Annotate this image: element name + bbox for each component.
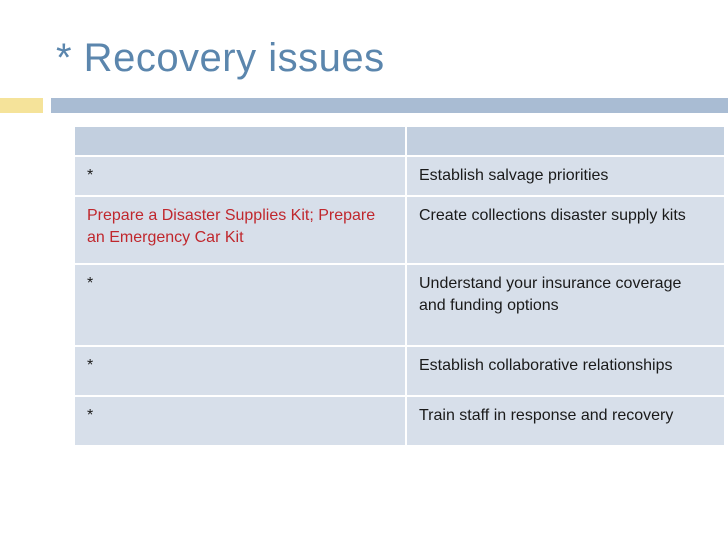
table-row — [74, 346, 725, 396]
accent-bar-yellow — [0, 98, 43, 113]
table-header-cell — [406, 126, 725, 156]
table-cell-left: * — [74, 346, 406, 396]
table-cell-left: * — [74, 264, 406, 346]
table-cell-right: Create collections disaster supply kits — [406, 196, 725, 264]
table-row — [74, 196, 725, 264]
table-header-row — [74, 126, 725, 156]
table-cell-left: * — [74, 396, 406, 446]
accent-bar-blue — [51, 98, 728, 113]
slide-title: * Recovery issues — [56, 36, 385, 80]
table-row — [74, 156, 725, 196]
table-cell-right: Train staff in response and recovery — [406, 396, 725, 446]
table-cell-right: Understand your insurance coverage and funding options — [406, 264, 725, 346]
table-header-cell — [74, 126, 406, 156]
disaster-kit-link[interactable]: Prepare a Disaster Supplies Kit; Prepare an Emergency Car Kit — [74, 196, 406, 264]
table-row — [74, 396, 725, 446]
table-row — [74, 264, 725, 346]
recovery-issues-table — [73, 125, 726, 447]
table-cell-right: Establish salvage priorities — [406, 156, 725, 196]
table-cell-right: Establish collaborative relationships — [406, 346, 725, 396]
table-cell-left: * — [74, 156, 406, 196]
